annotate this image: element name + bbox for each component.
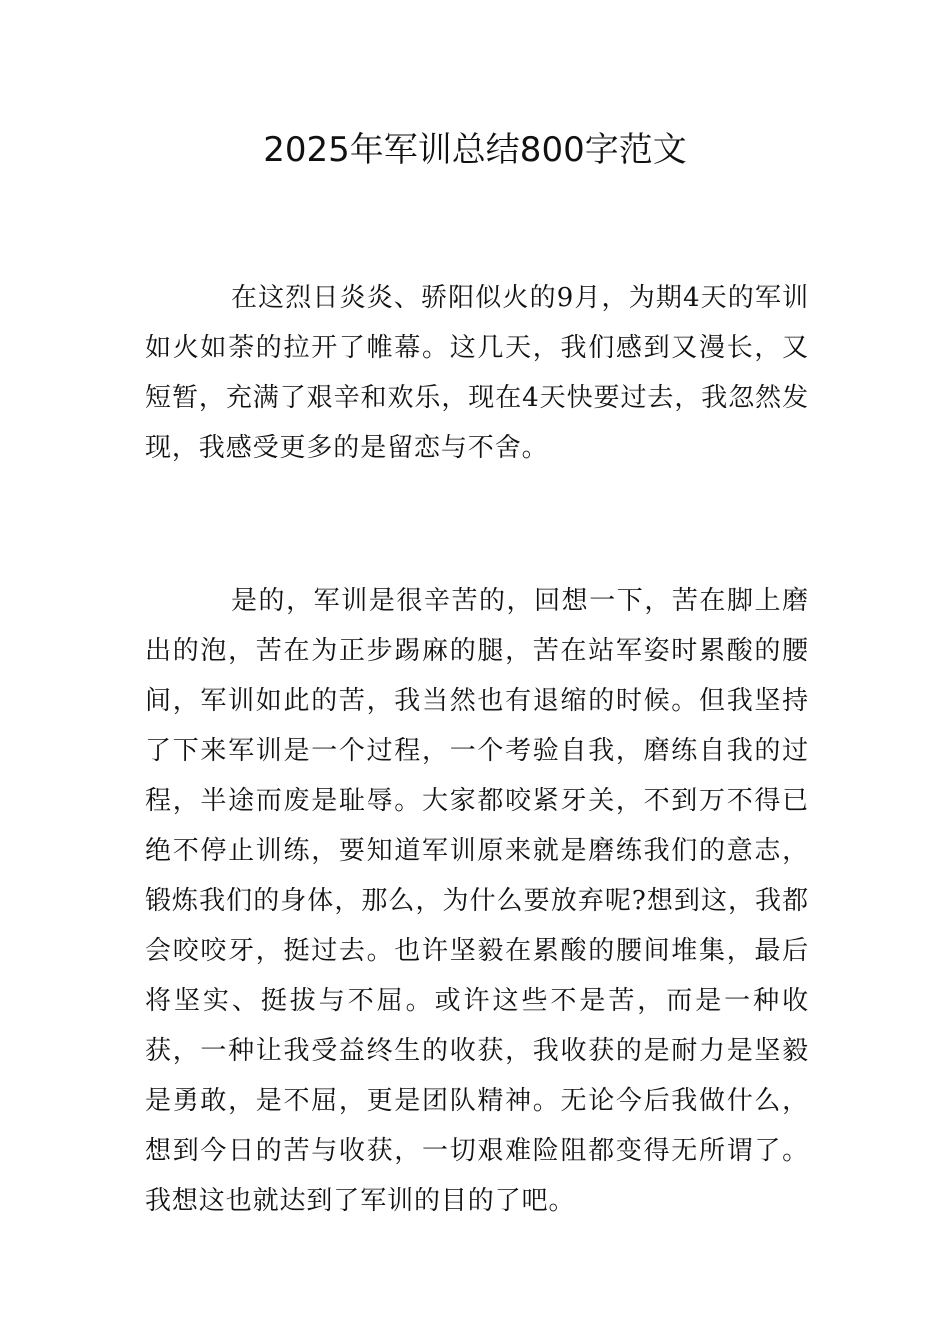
paragraph-2: 是的，军训是很辛苦的，回想一下，苦在脚上磨出的泡，苦在为正步踢麻的腿，苦在站军姿时累酸的腰间，军训如此的苦，我当然也有退缩的时候。但我坚持了下来军训是一个过程，一个考验自我，磨练自我的过程，半途而废是耻辱。大家都咬紧牙关，不到万不得已绝不停止训练，要知道军训原来就是磨练我们的意志，锻炼我们的身体，那么，为什么要放弃呢?想到这，我都会咬咬牙，挺过去。也许坚毅在累酸的腰间堆集，最后将坚实、挺拔与不屈。或许这些不是苦，而是一种收获，一种让我受益终生的收获，我收获的是耐力是坚毅是勇敢，是不屈，更是团队精神。无论今后我做什么，想到今日的苦与收获，一切艰难险阻都变得无所谓了。 我想这也就达到了军训的目的了吧。 bbox=[145, 586, 809, 1216]
paragraph-1: 在这烈日炎炎、骄阳似火的9月，为期4天的军训如火如荼的拉开了帷幕。这几天，我们感到又漫长，又短暂，充满了艰辛和欢乐，现在4天快要过去，我忽然发现，我感受更多的是留恋与不舍。 bbox=[145, 283, 809, 463]
document-title: 2025年军训总结800字范文 bbox=[263, 130, 687, 170]
